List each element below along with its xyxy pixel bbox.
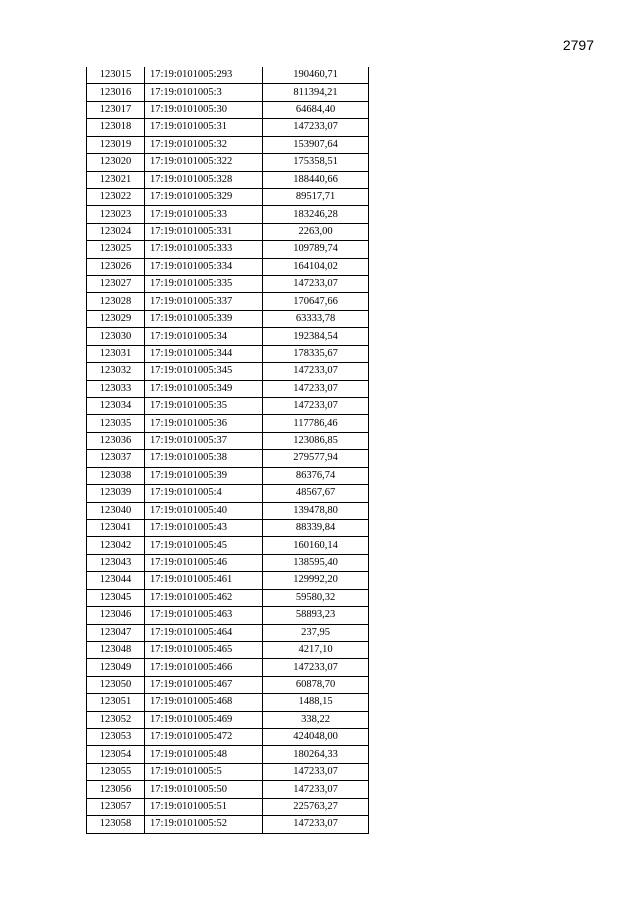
cadastral-number-cell: 17:19:0101005:48	[145, 746, 263, 763]
row-number-cell: 123036	[87, 432, 145, 449]
table-row	[87, 485, 369, 502]
value-cell: 147233,07	[263, 398, 369, 415]
cadastral-number-cell: 17:19:0101005:337	[145, 293, 263, 310]
value-cell: 60878,70	[263, 676, 369, 693]
row-number-cell: 123052	[87, 711, 145, 728]
table-row	[87, 345, 369, 362]
table-row	[87, 67, 369, 84]
value-cell: 424048,00	[263, 729, 369, 746]
value-cell: 64684,40	[263, 101, 369, 118]
table-row	[87, 746, 369, 763]
table-row	[87, 136, 369, 153]
value-cell: 225763,27	[263, 798, 369, 815]
table-row	[87, 380, 369, 397]
cadastral-number-cell: 17:19:0101005:33	[145, 206, 263, 223]
value-cell: 58893,23	[263, 607, 369, 624]
value-cell: 164104,02	[263, 258, 369, 275]
cadastral-number-cell: 17:19:0101005:466	[145, 659, 263, 676]
table-row	[87, 572, 369, 589]
row-number-cell: 123047	[87, 624, 145, 641]
table-row	[87, 641, 369, 658]
table-row	[87, 659, 369, 676]
value-cell: 138595,40	[263, 554, 369, 571]
row-number-cell: 123042	[87, 537, 145, 554]
cadastral-number-cell: 17:19:0101005:472	[145, 729, 263, 746]
cadastral-number-cell: 17:19:0101005:46	[145, 554, 263, 571]
cadastral-number-cell: 17:19:0101005:4	[145, 485, 263, 502]
table-row	[87, 258, 369, 275]
value-cell: 48567,67	[263, 485, 369, 502]
cadastral-number-cell: 17:19:0101005:38	[145, 450, 263, 467]
cadastral-table	[86, 67, 369, 834]
row-number-cell: 123019	[87, 136, 145, 153]
value-cell: 147233,07	[263, 276, 369, 293]
value-cell: 153907,64	[263, 136, 369, 153]
table-row	[87, 276, 369, 293]
row-number-cell: 123048	[87, 641, 145, 658]
value-cell: 160160,14	[263, 537, 369, 554]
cadastral-number-cell: 17:19:0101005:344	[145, 345, 263, 362]
row-number-cell: 123037	[87, 450, 145, 467]
cadastral-number-cell: 17:19:0101005:339	[145, 310, 263, 327]
row-number-cell: 123024	[87, 223, 145, 240]
row-number-cell: 123023	[87, 206, 145, 223]
cadastral-number-cell: 17:19:0101005:36	[145, 415, 263, 432]
value-cell: 129992,20	[263, 572, 369, 589]
table-row	[87, 119, 369, 136]
value-cell: 175358,51	[263, 154, 369, 171]
row-number-cell: 123041	[87, 519, 145, 536]
cadastral-number-cell: 17:19:0101005:328	[145, 171, 263, 188]
page-number: 2797	[562, 37, 594, 53]
row-number-cell: 123029	[87, 310, 145, 327]
cadastral-number-cell: 17:19:0101005:463	[145, 607, 263, 624]
data-table-container	[86, 67, 369, 834]
cadastral-number-cell: 17:19:0101005:335	[145, 276, 263, 293]
value-cell: 89517,71	[263, 188, 369, 205]
cadastral-number-cell: 17:19:0101005:465	[145, 641, 263, 658]
value-cell: 117786,46	[263, 415, 369, 432]
row-number-cell: 123050	[87, 676, 145, 693]
row-number-cell: 123046	[87, 607, 145, 624]
value-cell: 139478,80	[263, 502, 369, 519]
value-cell: 63333,78	[263, 310, 369, 327]
cadastral-number-cell: 17:19:0101005:30	[145, 101, 263, 118]
value-cell: 279577,94	[263, 450, 369, 467]
cadastral-number-cell: 17:19:0101005:334	[145, 258, 263, 275]
table-row	[87, 781, 369, 798]
value-cell: 147233,07	[263, 781, 369, 798]
row-number-cell: 123028	[87, 293, 145, 310]
table-row	[87, 241, 369, 258]
table-row	[87, 450, 369, 467]
table-row	[87, 467, 369, 484]
row-number-cell: 123055	[87, 763, 145, 780]
value-cell: 147233,07	[263, 763, 369, 780]
value-cell: 192384,54	[263, 328, 369, 345]
table-row	[87, 310, 369, 327]
value-cell: 147233,07	[263, 816, 369, 833]
cadastral-number-cell: 17:19:0101005:39	[145, 467, 263, 484]
table-row	[87, 519, 369, 536]
row-number-cell: 123018	[87, 119, 145, 136]
row-number-cell: 123053	[87, 729, 145, 746]
cadastral-number-cell: 17:19:0101005:349	[145, 380, 263, 397]
row-number-cell: 123049	[87, 659, 145, 676]
cadastral-number-cell: 17:19:0101005:35	[145, 398, 263, 415]
cadastral-number-cell: 17:19:0101005:461	[145, 572, 263, 589]
table-row	[87, 293, 369, 310]
cadastral-number-cell: 17:19:0101005:345	[145, 363, 263, 380]
row-number-cell: 123027	[87, 276, 145, 293]
value-cell: 147233,07	[263, 659, 369, 676]
row-number-cell: 123035	[87, 415, 145, 432]
row-number-cell: 123016	[87, 84, 145, 101]
table-row	[87, 711, 369, 728]
table-row	[87, 415, 369, 432]
table-row	[87, 624, 369, 641]
row-number-cell: 123021	[87, 171, 145, 188]
table-row	[87, 328, 369, 345]
value-cell: 183246,28	[263, 206, 369, 223]
cadastral-number-cell: 17:19:0101005:322	[145, 154, 263, 171]
value-cell: 178335,67	[263, 345, 369, 362]
row-number-cell: 123056	[87, 781, 145, 798]
table-row	[87, 537, 369, 554]
row-number-cell: 123054	[87, 746, 145, 763]
cadastral-number-cell: 17:19:0101005:45	[145, 537, 263, 554]
row-number-cell: 123057	[87, 798, 145, 815]
table-row	[87, 154, 369, 171]
cadastral-number-cell: 17:19:0101005:333	[145, 241, 263, 258]
table-row	[87, 363, 369, 380]
cadastral-number-cell: 17:19:0101005:331	[145, 223, 263, 240]
row-number-cell: 123038	[87, 467, 145, 484]
table-row	[87, 171, 369, 188]
cadastral-number-cell: 17:19:0101005:52	[145, 816, 263, 833]
row-number-cell: 123040	[87, 502, 145, 519]
table-row	[87, 816, 369, 833]
table-row	[87, 101, 369, 118]
cadastral-number-cell: 17:19:0101005:31	[145, 119, 263, 136]
table-row	[87, 223, 369, 240]
value-cell: 170647,66	[263, 293, 369, 310]
table-row	[87, 188, 369, 205]
cadastral-number-cell: 17:19:0101005:34	[145, 328, 263, 345]
value-cell: 1488,15	[263, 694, 369, 711]
table-row	[87, 798, 369, 815]
cadastral-number-cell: 17:19:0101005:37	[145, 432, 263, 449]
table-row	[87, 589, 369, 606]
value-cell: 147233,07	[263, 363, 369, 380]
value-cell: 109789,74	[263, 241, 369, 258]
value-cell: 237,95	[263, 624, 369, 641]
row-number-cell: 123031	[87, 345, 145, 362]
value-cell: 147233,07	[263, 119, 369, 136]
value-cell: 180264,33	[263, 746, 369, 763]
cadastral-number-cell: 17:19:0101005:40	[145, 502, 263, 519]
row-number-cell: 123051	[87, 694, 145, 711]
row-number-cell: 123045	[87, 589, 145, 606]
row-number-cell: 123032	[87, 363, 145, 380]
row-number-cell: 123022	[87, 188, 145, 205]
table-body	[87, 67, 369, 833]
row-number-cell: 123044	[87, 572, 145, 589]
cadastral-number-cell: 17:19:0101005:293	[145, 67, 263, 84]
cadastral-number-cell: 17:19:0101005:5	[145, 763, 263, 780]
table-row	[87, 694, 369, 711]
value-cell: 59580,32	[263, 589, 369, 606]
row-number-cell: 123025	[87, 241, 145, 258]
row-number-cell: 123020	[87, 154, 145, 171]
value-cell: 123086,85	[263, 432, 369, 449]
row-number-cell: 123039	[87, 485, 145, 502]
table-row	[87, 554, 369, 571]
table-row	[87, 763, 369, 780]
table-row	[87, 206, 369, 223]
cadastral-number-cell: 17:19:0101005:469	[145, 711, 263, 728]
value-cell: 188440,66	[263, 171, 369, 188]
value-cell: 190460,71	[263, 67, 369, 84]
cadastral-number-cell: 17:19:0101005:51	[145, 798, 263, 815]
value-cell: 88339,84	[263, 519, 369, 536]
cadastral-number-cell: 17:19:0101005:464	[145, 624, 263, 641]
value-cell: 147233,07	[263, 380, 369, 397]
table-row	[87, 84, 369, 101]
cadastral-number-cell: 17:19:0101005:43	[145, 519, 263, 536]
value-cell: 2263,00	[263, 223, 369, 240]
table-row	[87, 607, 369, 624]
table-row	[87, 676, 369, 693]
cadastral-number-cell: 17:19:0101005:32	[145, 136, 263, 153]
row-number-cell: 123015	[87, 67, 145, 84]
cadastral-number-cell: 17:19:0101005:462	[145, 589, 263, 606]
table-row	[87, 398, 369, 415]
cadastral-number-cell: 17:19:0101005:50	[145, 781, 263, 798]
table-row	[87, 502, 369, 519]
row-number-cell: 123017	[87, 101, 145, 118]
value-cell: 811394,21	[263, 84, 369, 101]
row-number-cell: 123058	[87, 816, 145, 833]
table-row	[87, 729, 369, 746]
row-number-cell: 123034	[87, 398, 145, 415]
value-cell: 338,22	[263, 711, 369, 728]
cadastral-number-cell: 17:19:0101005:3	[145, 84, 263, 101]
cadastral-number-cell: 17:19:0101005:329	[145, 188, 263, 205]
row-number-cell: 123030	[87, 328, 145, 345]
row-number-cell: 123026	[87, 258, 145, 275]
row-number-cell: 123033	[87, 380, 145, 397]
value-cell: 4217,10	[263, 641, 369, 658]
table-row	[87, 432, 369, 449]
row-number-cell: 123043	[87, 554, 145, 571]
cadastral-number-cell: 17:19:0101005:467	[145, 676, 263, 693]
value-cell: 86376,74	[263, 467, 369, 484]
cadastral-number-cell: 17:19:0101005:468	[145, 694, 263, 711]
